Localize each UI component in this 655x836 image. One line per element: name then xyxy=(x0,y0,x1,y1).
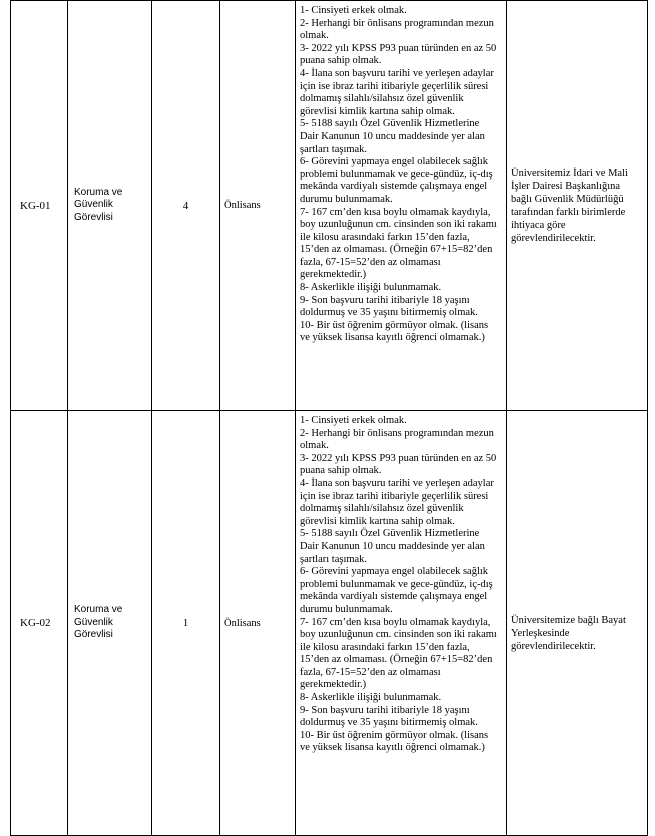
education-level: Önlisans xyxy=(220,411,296,836)
requirement-item: 8- Askerlikle ilişiği bulunmamak. xyxy=(300,692,442,704)
requirement-item: 9- Son başvuru tarihi itibariyle 18 yaşını doldurmuş ve 35 yaşını bitirmemiş olmak. xyxy=(300,294,478,319)
position-title: Koruma ve Güvenlik Görevlisi xyxy=(68,1,152,411)
positions-table xyxy=(10,0,648,836)
position-count: 1 xyxy=(152,411,220,836)
requirement-item: 6- Görevini yapmaya engel olabilecek sağlık problemi bulunmamak ve gece-gündüz, iç-dış mekânda vardiyalı sistemde çalışmaya engel durumu bulunmamak. xyxy=(300,566,493,615)
requirement-item: 8- Askerlikle ilişiği bulunmamak. xyxy=(300,282,442,294)
requirement-item: 10- Bir üst öğrenim görmüyor olmak. (lisans ve yüksek lisansa kayıtlı öğrenci olmamak.) xyxy=(300,319,489,344)
assignment-note: Üniversitemize bağlı Bayat Yerleşkesinde görevlendirilecektir. xyxy=(507,411,648,836)
table-row xyxy=(11,1,648,411)
requirement-item: 5- 5188 sayılı Özel Güvenlik Hizmetlerine Dair Kanunun 10 uncu maddesinde yer alan şartları taşımak. xyxy=(300,118,485,155)
position-title: Koruma ve Güvenlik Görevlisi xyxy=(68,411,152,836)
requirement-item: 3- 2022 yılı KPSS P93 puan türünden en az 50 puana sahip olmak. xyxy=(300,452,497,477)
table-row xyxy=(11,411,648,836)
requirement-item: 10- Bir üst öğrenim görmüyor olmak. (lisans ve yüksek lisansa kayıtlı öğrenci olmamak.) xyxy=(300,729,489,754)
requirement-item: 9- Son başvuru tarihi itibariyle 18 yaşını doldurmuş ve 35 yaşını bitirmemiş olmak. xyxy=(300,704,478,729)
requirement-item: 3- 2022 yılı KPSS P93 puan türünden en az 50 puana sahip olmak. xyxy=(300,42,497,67)
requirement-item: 1- Cinsiyeti erkek olmak. xyxy=(300,415,407,426)
requirement-item: 7- 167 cm’den kısa boylu olmamak kaydıyla, boy uzunluğunun cm. cinsinden son iki rakamı ile kilosu arasındaki farkın 15’den fazla, 15’den az olmaması. (Örneğin 67+15=82’den fazla, 67-15=52’den az olmaması gerekmektedir.) xyxy=(300,616,497,691)
requirement-item: 2- Herhangi bir önlisans programından mezun olmak. xyxy=(300,17,494,42)
education-level: Önlisans xyxy=(220,1,296,411)
requirements-cell xyxy=(296,1,507,411)
requirements-list xyxy=(300,5,500,345)
position-count: 4 xyxy=(152,1,220,411)
position-code: KG-01 xyxy=(11,1,68,411)
requirement-item: 4- İlana son başvuru tarihi ve yerleşen adaylar için ise ibraz tarihi itibariyle geçerlilik süresi dolmamış silahlı/silahsız özel güvenlik görevlisi kimlik kartına sahip olmak. xyxy=(300,67,494,117)
requirement-item: 4- İlana son başvuru tarihi ve yerleşen adaylar için ise ibraz tarihi itibariyle geçerlilik süresi dolmamış silahlı/silahsız özel güvenlik görevlisi kimlik kartına sahip olmak. xyxy=(300,477,494,527)
requirements-cell xyxy=(296,411,507,836)
requirement-item: 1- Cinsiyeti erkek olmak. xyxy=(300,5,407,16)
requirement-item: 6- Görevini yapmaya engel olabilecek sağlık problemi bulunmamak ve gece-gündüz, iç-dış mekânda vardiyalı sistemde çalışmaya engel durumu bulunmamak. xyxy=(300,156,493,205)
requirement-item: 7- 167 cm’den kısa boylu olmamak kaydıyla, boy uzunluğunun cm. cinsinden son iki rakamı ile kilosu arasındaki farkın 15’den fazla, 15’den az olmaması. (Örneğin 67+15=82’den fazla, 67-15=52’den az olmaması gerekmektedir.) xyxy=(300,206,497,281)
position-code: KG-02 xyxy=(11,411,68,836)
requirements-list xyxy=(300,415,500,755)
requirement-item: 2- Herhangi bir önlisans programından mezun olmak. xyxy=(300,427,494,452)
requirement-item: 5- 5188 sayılı Özel Güvenlik Hizmetlerine Dair Kanunun 10 uncu maddesinde yer alan şartları taşımak. xyxy=(300,528,485,565)
assignment-note: Üniversitemiz İdari ve Mali İşler Dairesi Başkanlığına bağlı Güvenlik Müdürlüğü tarafından farklı birimlerde ihtiyaca göre görevlendirilecektir. xyxy=(507,1,648,411)
